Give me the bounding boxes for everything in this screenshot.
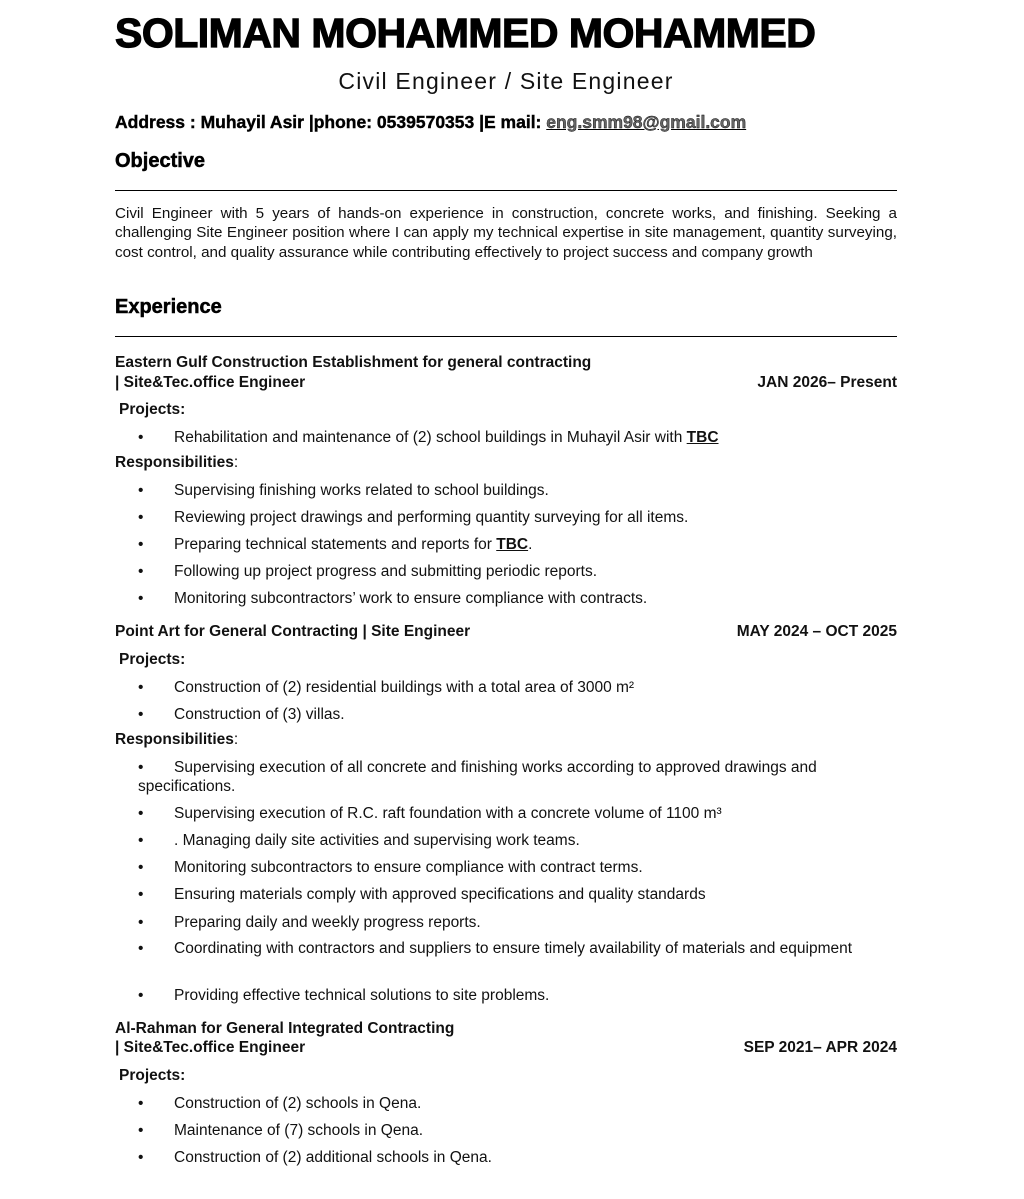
- job-3-role: | Site&Tec.office Engineer: [115, 1039, 306, 1056]
- list-item: • Preparing daily and weekly progress reports.: [138, 914, 481, 931]
- list-item: • Monitoring subcontractors’ work to ensure compliance with contracts.: [138, 590, 648, 607]
- bullet-icon: •: [138, 509, 144, 526]
- bullet-icon: •: [138, 832, 144, 849]
- bullet-icon: •: [138, 536, 144, 553]
- project-text: Rehabilitation and maintenance of (2) school buildings in Muhayil Asir with: [174, 429, 687, 446]
- email-link[interactable]: eng.smm98@gmail.com: [546, 112, 747, 132]
- tbc-tag: TBC: [496, 536, 529, 553]
- job-1-responsibilities-label: Responsibilities:: [115, 454, 239, 471]
- objective-text: Civil Engineer with 5 years of hands-on experience in construction, concrete works, and finishing. Seeking a challenging Site Engineer position where I can apply my technical expertise in site management, quantity surveying, cost control, and quality assurance while contributing effectively to project success and company growth: [115, 205, 897, 261]
- bullet-icon: •: [138, 805, 144, 822]
- bullet-icon: •: [138, 886, 144, 903]
- job-2-date: MAY 2024 – OCT 2025: [736, 623, 897, 640]
- list-item: • Ensuring materials comply with approved specifications and quality standards: [138, 886, 706, 903]
- job-3-role-line: [115, 1039, 897, 1057]
- job-title: Civil Engineer / Site Engineer: [338, 68, 674, 94]
- job-3-company: Al-Rahman for General Integrated Contracting: [115, 1020, 455, 1037]
- list-item: [138, 428, 898, 447]
- list-item: • Following up project progress and submitting periodic reports.: [138, 563, 598, 580]
- job-1-company: Eastern Gulf Construction Establishment for general contracting: [115, 354, 592, 371]
- contact-details: Address : Muhayil Asir |phone: 0539570353 |E mail:: [115, 112, 547, 132]
- bullet-icon: •: [138, 1095, 144, 1112]
- bullet-icon: •: [138, 679, 144, 696]
- bullet-icon: •: [138, 914, 144, 931]
- list-item: • Maintenance of (7) schools in Qena.: [138, 1122, 423, 1139]
- list-item: • Construction of (2) additional schools in Qena.: [138, 1149, 492, 1166]
- list-item: • Coordinating with contractors and suppliers to ensure timely availability of materials and equipment: [138, 940, 853, 957]
- candidate-name: SOLIMAN MOHAMMED MOHAMMED: [115, 10, 816, 56]
- bullet-icon: •: [138, 759, 144, 776]
- list-item: • Supervising finishing works related to school buildings.: [138, 482, 549, 499]
- experience-heading: Experience: [115, 296, 222, 318]
- bullet-icon: •: [138, 706, 144, 723]
- job-2-responsibilities-label: Responsibilities:: [115, 731, 239, 748]
- job-1-role-line: [115, 374, 897, 392]
- list-item: • Construction of (2) residential buildings with a total area of 3000 m²: [138, 679, 635, 696]
- list-item: • . Managing daily site activities and supervising work teams.: [138, 832, 580, 849]
- list-item: • Reviewing project drawings and performing quantity surveying for all items.: [138, 509, 689, 526]
- job-3-projects-label: Projects:: [119, 1067, 186, 1084]
- contact-line: [115, 112, 746, 133]
- bullet-icon: •: [138, 1122, 144, 1139]
- bullet-icon: •: [138, 859, 144, 876]
- job-2-projects-label: Projects:: [119, 651, 186, 668]
- bullet-icon: •: [138, 563, 144, 580]
- list-item: • Construction of (2) schools in Qena.: [138, 1095, 422, 1112]
- job-1-date: JAN 2026– Present: [757, 374, 897, 391]
- bullet-icon: •: [138, 1149, 144, 1166]
- section-divider: [115, 190, 897, 191]
- bullet-icon: •: [138, 482, 144, 499]
- job-1-role: | Site&Tec.office Engineer: [115, 374, 306, 391]
- section-divider: [115, 336, 897, 337]
- job-1-projects-label: Projects:: [119, 401, 186, 418]
- bullet-icon: •: [138, 590, 144, 607]
- job-3-date: SEP 2021– APR 2024: [743, 1039, 897, 1056]
- objective-heading: Objective: [115, 150, 206, 172]
- job-2-company-role: Point Art for General Contracting | Site Engineer: [115, 623, 471, 640]
- list-item: • Monitoring subcontractors to ensure compliance with contract terms.: [138, 859, 643, 876]
- job-2-line: [115, 623, 897, 641]
- bullet-icon: •: [138, 429, 144, 446]
- list-item: • Supervising execution of R.C. raft foundation with a concrete volume of 1100 m³: [138, 805, 722, 822]
- tbc-tag: TBC: [686, 429, 719, 446]
- list-item: • Construction of (3) villas.: [138, 706, 345, 723]
- bullet-icon: •: [138, 987, 144, 1004]
- list-item: • Providing effective technical solutions to site problems.: [138, 987, 550, 1004]
- list-item: • Preparing technical statements and reports for TBC.: [138, 536, 533, 553]
- bullet-icon: •: [138, 940, 144, 957]
- list-item: • Supervising execution of all concrete and finishing works according to approved drawings and specifications.: [138, 759, 817, 795]
